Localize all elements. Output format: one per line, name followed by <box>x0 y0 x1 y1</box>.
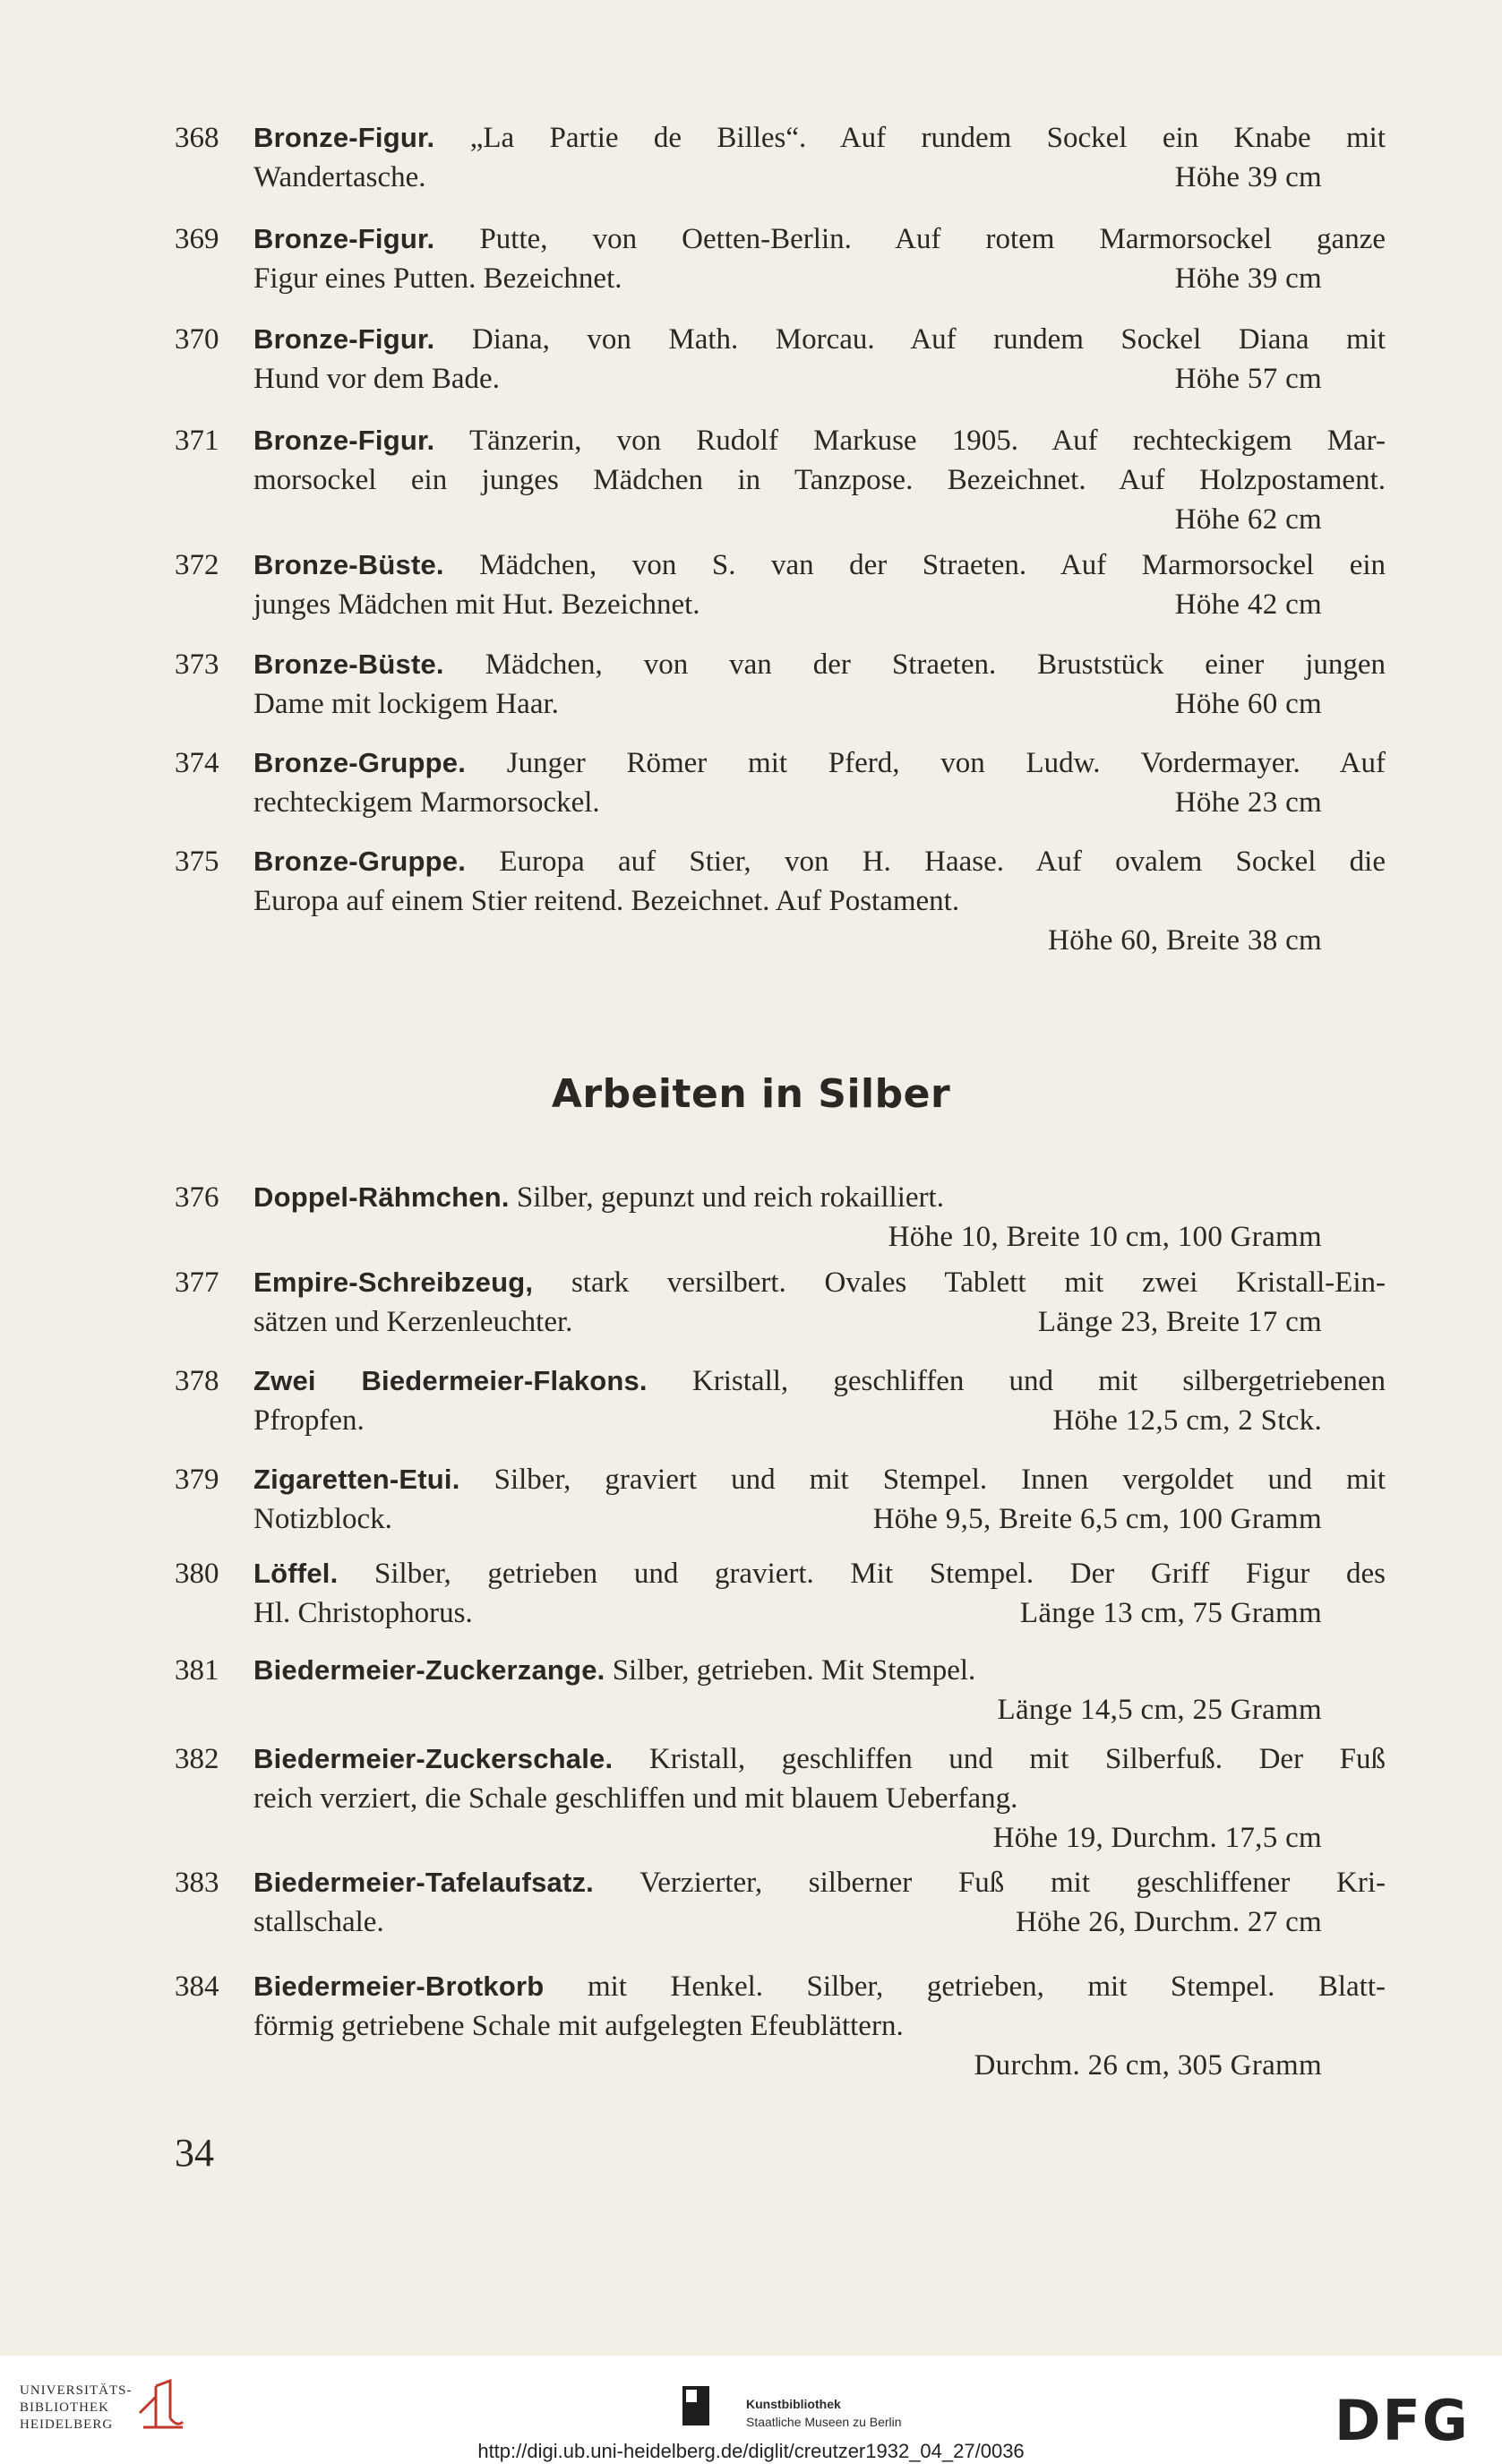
lot-number: 376 <box>175 1181 219 1214</box>
lot-line: Pfropfen. <box>253 1404 365 1437</box>
lot-title: Doppel-Rähmchen. <box>253 1181 510 1213</box>
lot-text: Verzierter, silberner Fuß mit geschliffener Kri- <box>639 1867 1386 1899</box>
lot-entry <box>175 1554 1386 1633</box>
lot-number: 368 <box>175 122 219 154</box>
lot-entry <box>175 545 1386 624</box>
lot-entry <box>175 1460 1386 1539</box>
dfg-logo: DFG <box>1335 2388 1470 2453</box>
lot-text: Europa auf Stier, von H. Haase. Auf ovalem Sockel die <box>499 846 1386 878</box>
lot-measure: Länge 14,5 cm, 25 Gramm <box>997 1694 1322 1726</box>
lot-entry <box>175 1263 1386 1342</box>
lot-title: Zwei Biedermeier-Flakons. <box>253 1365 648 1396</box>
lot-title: Zigaretten-Etui. <box>253 1464 460 1495</box>
kunstbibliothek-mark-icon <box>682 2386 709 2425</box>
lot-line: reich verziert, die Schale geschliffen und mit blauem Ueberfang. <box>253 1782 1018 1815</box>
lot-line: rechteckigem Marmorsockel. <box>253 786 600 819</box>
lot-line <box>253 1263 1386 1302</box>
lot-entry <box>175 1178 1386 1257</box>
lot-line: Europa auf einem Stier reitend. Bezeichnet. Auf Postament. <box>253 885 960 917</box>
lot-entry <box>175 1651 1386 1730</box>
lot-title: Bronze-Figur. <box>253 425 435 456</box>
lot-text: Diana, von Math. Morcau. Auf rundem Sockel Diana mit <box>471 323 1386 356</box>
lot-title: Biedermeier-Zuckerzange. <box>253 1654 605 1686</box>
lot-entry <box>175 1863 1386 1942</box>
lot-text: Mädchen, von van der Straeten. Bruststück einer jungen <box>485 648 1386 681</box>
lot-text: Silber, getrieben und graviert. Mit Stempel. Der Griff Figur des <box>374 1558 1386 1590</box>
lot-title: Bronze-Gruppe. <box>253 747 467 778</box>
lot-text: Kristall, geschliffen und mit silbergetriebenen <box>691 1365 1386 1397</box>
lot-line <box>253 1863 1386 1902</box>
lot-measure: Höhe 10, Breite 10 cm, 100 Gramm <box>888 1221 1322 1253</box>
lot-line <box>253 1967 1386 2006</box>
lot-number: 378 <box>175 1365 219 1397</box>
lot-line <box>253 743 1386 783</box>
lot-line: Notizblock. <box>253 1503 392 1535</box>
lot-entry <box>175 118 1386 197</box>
lot-line <box>253 1554 1386 1593</box>
kunstbibliothek-title: Kunstbibliothek <box>746 2397 841 2411</box>
lot-line: Dame mit lockigem Haar. <box>253 688 559 720</box>
lot-number: 369 <box>175 223 219 255</box>
lot-line: Wandertasche. <box>253 161 426 193</box>
lot-measure: Höhe 62 cm <box>1174 503 1322 536</box>
lot-title: Bronze-Büste. <box>253 549 444 580</box>
library-name <box>20 2382 133 2434</box>
lot-line: stallschale. <box>253 1906 384 1938</box>
lot-text: „La Partie de Billes“. Auf rundem Sockel ein Knabe mit <box>469 122 1386 154</box>
lot-text: Silber, graviert und mit Stempel. Innen vergoldet und mit <box>494 1464 1386 1496</box>
lot-text: Tänzerin, von Rudolf Markuse 1905. Auf rechteckigem Mar- <box>468 425 1386 457</box>
lot-text: stark versilbert. Ovales Tablett mit zwei Kristall-Ein- <box>571 1266 1386 1299</box>
kunstbibliothek-label <box>746 2395 902 2431</box>
lot-line: junges Mädchen mit Hut. Bezeichnet. <box>253 588 700 621</box>
lot-line <box>253 645 1386 684</box>
lot-number: 379 <box>175 1464 219 1496</box>
lot-text: Junger Römer mit Pferd, von Ludw. Vordermayer. Auf <box>506 747 1386 779</box>
lot-entry <box>175 1361 1386 1440</box>
lot-measure: Höhe 26, Durchm. 27 cm <box>1015 1906 1322 1938</box>
lot-line <box>253 421 1386 460</box>
lot-entry <box>175 645 1386 724</box>
lot-title: Bronze-Figur. <box>253 223 435 254</box>
lot-number: 372 <box>175 549 219 581</box>
lot-line <box>253 1460 1386 1499</box>
lot-number: 383 <box>175 1867 219 1899</box>
lot-line: sätzen und Kerzenleuchter. <box>253 1306 573 1338</box>
lot-text: Mädchen, von S. van der Straeten. Auf Marmorsockel ein <box>479 549 1386 581</box>
lot-measure: Höhe 42 cm <box>1174 588 1322 621</box>
lot-title: Empire-Schreibzeug, <box>253 1266 534 1298</box>
lot-measure: Höhe 23 cm <box>1174 786 1322 819</box>
library-name-line: HEIDELBERG <box>20 2417 114 2432</box>
lot-text: Silber, getrieben. Mit Stempel. <box>612 1654 976 1687</box>
lot-text: mit Henkel. Silber, getrieben, mit Stempel. Blatt- <box>587 1970 1386 2003</box>
lot-number: 375 <box>175 846 219 878</box>
lot-title: Biedermeier-Brotkorb <box>253 1970 545 2002</box>
lot-number: 380 <box>175 1558 219 1590</box>
lot-entry <box>175 1739 1386 1858</box>
source-url-link[interactable]: http://digi.ub.uni-heidelberg.de/diglit/creutzer1932_04_27/0036 <box>477 2440 1025 2462</box>
lot-measure: Länge 23, Breite 17 cm <box>1037 1306 1322 1338</box>
lot-title: Bronze-Figur. <box>253 323 435 355</box>
lot-measure: Höhe 19, Durchm. 17,5 cm <box>992 1822 1322 1854</box>
lot-measure: Höhe 9,5, Breite 6,5 cm, 100 Gramm <box>872 1503 1322 1535</box>
kunstbibliothek-subtitle: Staatliche Museen zu Berlin <box>746 2415 902 2429</box>
lot-measure: Höhe 39 cm <box>1174 262 1322 295</box>
lot-number: 371 <box>175 425 219 457</box>
lot-line <box>253 1739 1386 1779</box>
lot-line <box>253 1651 1386 1690</box>
lot-line <box>253 320 1386 359</box>
digitization-footer <box>0 2356 1502 2464</box>
lot-number: 373 <box>175 648 219 681</box>
lot-measure: Durchm. 26 cm, 305 Gramm <box>974 2049 1322 2082</box>
lot-text: Silber, gepunzt und reich rokailliert. <box>516 1181 944 1214</box>
lot-line: Hl. Christophorus. <box>253 1597 473 1629</box>
lot-line <box>253 545 1386 585</box>
lot-measure: Höhe 60, Breite 38 cm <box>1048 924 1322 957</box>
lot-number: 370 <box>175 323 219 356</box>
page-number: 34 <box>175 2131 214 2175</box>
lot-entry <box>175 320 1386 399</box>
section-heading: Arbeiten in Silber <box>551 1071 951 1117</box>
lot-measure: Höhe 57 cm <box>1174 363 1322 395</box>
lot-entry <box>175 421 1386 539</box>
lot-number: 384 <box>175 1970 219 2003</box>
lot-measure: Höhe 60 cm <box>1174 688 1322 720</box>
lot-line <box>253 1361 1386 1401</box>
library-name-line: UNIVERSITÄTS- <box>20 2383 133 2398</box>
ub-heidelberg-logo-icon <box>134 2377 185 2434</box>
lot-entry <box>175 1967 1386 2085</box>
lot-entry <box>175 842 1386 960</box>
lot-number: 381 <box>175 1654 219 1687</box>
lot-line <box>253 1178 1386 1217</box>
lot-entry <box>175 743 1386 822</box>
lot-line: morsockel ein junges Mädchen in Tanzpose. Bezeichnet. Auf Holzpostament. <box>253 464 1386 496</box>
lot-line <box>253 219 1386 259</box>
lot-text: Kristall, geschliffen und mit Silberfuß. Der Fuß <box>648 1743 1386 1775</box>
lot-title: Löffel. <box>253 1558 339 1589</box>
lot-title: Biedermeier-Tafelaufsatz. <box>253 1867 594 1898</box>
lot-line: Hund vor dem Bade. <box>253 363 500 395</box>
lot-text: Putte, von Oetten-Berlin. Auf rotem Marmorsockel ganze <box>479 223 1386 255</box>
lot-entry <box>175 219 1386 298</box>
lot-measure: Höhe 39 cm <box>1174 161 1322 193</box>
lot-title: Bronze-Gruppe. <box>253 846 467 877</box>
lot-number: 374 <box>175 747 219 779</box>
lot-title: Biedermeier-Zuckerschale. <box>253 1743 614 1774</box>
lot-number: 377 <box>175 1266 219 1299</box>
lot-line: Figur eines Putten. Bezeichnet. <box>253 262 622 295</box>
lot-title: Bronze-Figur. <box>253 122 435 153</box>
lot-line <box>253 118 1386 158</box>
lot-line <box>253 842 1386 881</box>
lot-measure: Länge 13 cm, 75 Gramm <box>1019 1597 1322 1629</box>
lot-line: förmig getriebene Schale mit aufgelegten Efeublättern. <box>253 2010 904 2042</box>
lot-title: Bronze-Büste. <box>253 648 444 680</box>
lot-measure: Höhe 12,5 cm, 2 Stck. <box>1052 1404 1322 1437</box>
lot-number: 382 <box>175 1743 219 1775</box>
library-name-line: BIBLIOTHEK <box>20 2400 109 2415</box>
